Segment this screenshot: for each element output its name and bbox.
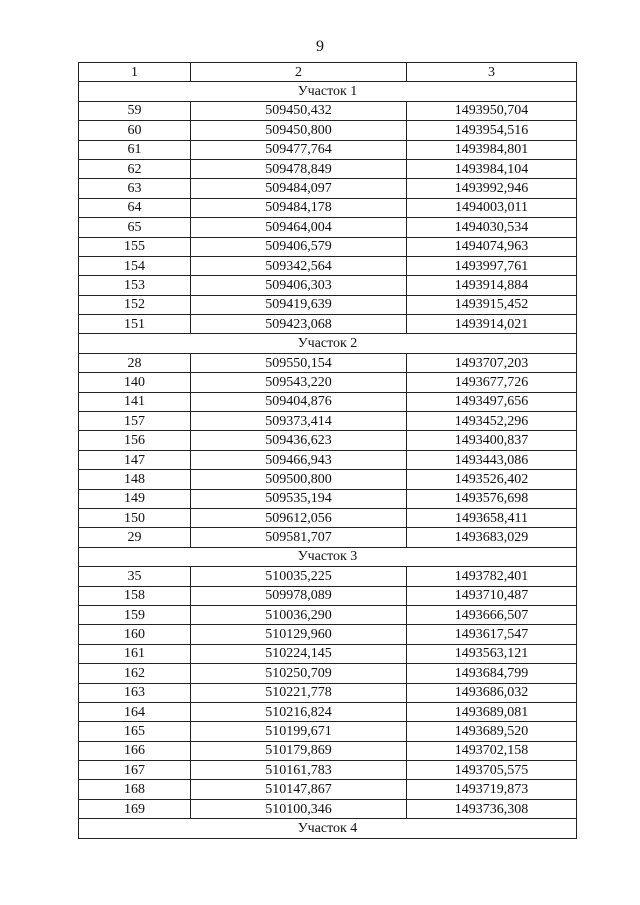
y-coordinate-cell: 1493914,884 (407, 276, 577, 295)
table-row (79, 625, 577, 644)
y-coordinate-cell: 1493617,547 (407, 625, 577, 644)
section-title-row (79, 819, 577, 838)
x-coordinate-cell: 509581,707 (191, 528, 407, 547)
y-coordinate-cell: 1493576,698 (407, 489, 577, 508)
x-coordinate-cell: 509500,800 (191, 470, 407, 489)
y-coordinate-cell: 1493707,203 (407, 353, 577, 372)
table-row (79, 315, 577, 334)
point-number-cell: 140 (79, 373, 191, 392)
table-row (79, 353, 577, 372)
y-coordinate-cell: 1493997,761 (407, 256, 577, 275)
point-number-cell: 65 (79, 218, 191, 237)
section-title: Участок 2 (79, 334, 577, 353)
x-coordinate-cell: 509612,056 (191, 508, 407, 527)
section-title-row (79, 334, 577, 353)
point-number-cell: 160 (79, 625, 191, 644)
point-number-cell: 166 (79, 741, 191, 760)
point-number-cell: 59 (79, 101, 191, 120)
x-coordinate-cell: 510147,867 (191, 780, 407, 799)
x-coordinate-cell: 509373,414 (191, 412, 407, 431)
point-number-cell: 28 (79, 353, 191, 372)
y-coordinate-cell: 1493782,401 (407, 567, 577, 586)
table-row (79, 392, 577, 411)
x-coordinate-cell: 509464,004 (191, 218, 407, 237)
table-row (79, 664, 577, 683)
y-coordinate-cell: 1493984,801 (407, 140, 577, 159)
point-number-cell: 154 (79, 256, 191, 275)
table-row (79, 198, 577, 217)
table-row (79, 179, 577, 198)
y-coordinate-cell: 1493400,837 (407, 431, 577, 450)
table-row (79, 605, 577, 624)
y-coordinate-cell: 1493526,402 (407, 470, 577, 489)
y-coordinate-cell: 1493497,656 (407, 392, 577, 411)
x-coordinate-cell: 509535,194 (191, 489, 407, 508)
x-coordinate-cell: 510100,346 (191, 799, 407, 818)
table-row (79, 741, 577, 760)
x-coordinate-cell: 509342,564 (191, 256, 407, 275)
x-coordinate-cell: 509484,097 (191, 179, 407, 198)
x-coordinate-cell: 509450,800 (191, 121, 407, 140)
table-row (79, 508, 577, 527)
table-row (79, 373, 577, 392)
x-coordinate-cell: 509484,178 (191, 198, 407, 217)
x-coordinate-cell: 509550,154 (191, 353, 407, 372)
table-row (79, 489, 577, 508)
point-number-cell: 141 (79, 392, 191, 411)
point-number-cell: 29 (79, 528, 191, 547)
x-coordinate-cell: 510216,824 (191, 702, 407, 721)
column-header-2: 2 (191, 63, 407, 82)
table-row (79, 431, 577, 450)
y-coordinate-cell: 1493666,507 (407, 605, 577, 624)
point-number-cell: 168 (79, 780, 191, 799)
table-row (79, 799, 577, 818)
x-coordinate-cell: 510129,960 (191, 625, 407, 644)
y-coordinate-cell: 1493992,946 (407, 179, 577, 198)
coordinates-table (78, 62, 577, 839)
table-row (79, 470, 577, 489)
table-row (79, 567, 577, 586)
table-row (79, 101, 577, 120)
point-number-cell: 35 (79, 567, 191, 586)
y-coordinate-cell: 1493736,308 (407, 799, 577, 818)
point-number-cell: 158 (79, 586, 191, 605)
section-title: Участок 1 (79, 82, 577, 101)
y-coordinate-cell: 1494030,534 (407, 218, 577, 237)
header-row (79, 63, 577, 82)
point-number-cell: 164 (79, 702, 191, 721)
y-coordinate-cell: 1493677,726 (407, 373, 577, 392)
point-number-cell: 149 (79, 489, 191, 508)
point-number-cell: 159 (79, 605, 191, 624)
table-row (79, 295, 577, 314)
y-coordinate-cell: 1493705,575 (407, 761, 577, 780)
y-coordinate-cell: 1493914,021 (407, 315, 577, 334)
x-coordinate-cell: 509419,639 (191, 295, 407, 314)
point-number-cell: 165 (79, 722, 191, 741)
table-row (79, 256, 577, 275)
column-header-3: 3 (407, 63, 577, 82)
x-coordinate-cell: 510250,709 (191, 664, 407, 683)
x-coordinate-cell: 510035,225 (191, 567, 407, 586)
table-row (79, 683, 577, 702)
point-number-cell: 156 (79, 431, 191, 450)
y-coordinate-cell: 1493719,873 (407, 780, 577, 799)
x-coordinate-cell: 510224,145 (191, 644, 407, 663)
point-number-cell: 152 (79, 295, 191, 314)
x-coordinate-cell: 510036,290 (191, 605, 407, 624)
point-number-cell: 64 (79, 198, 191, 217)
y-coordinate-cell: 1493452,296 (407, 412, 577, 431)
y-coordinate-cell: 1493686,032 (407, 683, 577, 702)
y-coordinate-cell: 1493950,704 (407, 101, 577, 120)
y-coordinate-cell: 1493915,452 (407, 295, 577, 314)
x-coordinate-cell: 509423,068 (191, 315, 407, 334)
column-header-1: 1 (79, 63, 191, 82)
point-number-cell: 62 (79, 159, 191, 178)
x-coordinate-cell: 509543,220 (191, 373, 407, 392)
x-coordinate-cell: 509404,876 (191, 392, 407, 411)
x-coordinate-cell: 509450,432 (191, 101, 407, 120)
x-coordinate-cell: 509466,943 (191, 450, 407, 469)
table-row (79, 644, 577, 663)
y-coordinate-cell: 1493563,121 (407, 644, 577, 663)
table-row (79, 586, 577, 605)
point-number-cell: 167 (79, 761, 191, 780)
point-number-cell: 148 (79, 470, 191, 489)
point-number-cell: 155 (79, 237, 191, 256)
point-number-cell: 169 (79, 799, 191, 818)
y-coordinate-cell: 1493954,516 (407, 121, 577, 140)
table-row (79, 276, 577, 295)
page-number: 9 (316, 38, 324, 55)
point-number-cell: 163 (79, 683, 191, 702)
table-row (79, 450, 577, 469)
table-row (79, 140, 577, 159)
y-coordinate-cell: 1493443,086 (407, 450, 577, 469)
x-coordinate-cell: 509406,303 (191, 276, 407, 295)
y-coordinate-cell: 1493689,081 (407, 702, 577, 721)
table-row (79, 528, 577, 547)
table-body (79, 82, 577, 838)
section-title-row (79, 82, 577, 101)
x-coordinate-cell: 510179,869 (191, 741, 407, 760)
point-number-cell: 150 (79, 508, 191, 527)
y-coordinate-cell: 1494003,011 (407, 198, 577, 217)
section-title: Участок 4 (79, 819, 577, 838)
x-coordinate-cell: 509477,764 (191, 140, 407, 159)
y-coordinate-cell: 1493702,158 (407, 741, 577, 760)
x-coordinate-cell: 509978,089 (191, 586, 407, 605)
table-row (79, 702, 577, 721)
table-row (79, 761, 577, 780)
point-number-cell: 60 (79, 121, 191, 140)
y-coordinate-cell: 1493710,487 (407, 586, 577, 605)
y-coordinate-cell: 1493683,029 (407, 528, 577, 547)
x-coordinate-cell: 509478,849 (191, 159, 407, 178)
y-coordinate-cell: 1493984,104 (407, 159, 577, 178)
table-row (79, 121, 577, 140)
point-number-cell: 161 (79, 644, 191, 663)
point-number-cell: 153 (79, 276, 191, 295)
table-row (79, 722, 577, 741)
point-number-cell: 151 (79, 315, 191, 334)
y-coordinate-cell: 1493684,799 (407, 664, 577, 683)
point-number-cell: 162 (79, 664, 191, 683)
point-number-cell: 147 (79, 450, 191, 469)
table-row (79, 159, 577, 178)
section-title-row (79, 547, 577, 566)
x-coordinate-cell: 510221,778 (191, 683, 407, 702)
table-row (79, 780, 577, 799)
point-number-cell: 157 (79, 412, 191, 431)
table-row (79, 412, 577, 431)
point-number-cell: 61 (79, 140, 191, 159)
x-coordinate-cell: 509406,579 (191, 237, 407, 256)
x-coordinate-cell: 510161,783 (191, 761, 407, 780)
table-row (79, 218, 577, 237)
y-coordinate-cell: 1493689,520 (407, 722, 577, 741)
x-coordinate-cell: 509436,623 (191, 431, 407, 450)
y-coordinate-cell: 1493658,411 (407, 508, 577, 527)
table-row (79, 237, 577, 256)
x-coordinate-cell: 510199,671 (191, 722, 407, 741)
point-number-cell: 63 (79, 179, 191, 198)
section-title: Участок 3 (79, 547, 577, 566)
y-coordinate-cell: 1494074,963 (407, 237, 577, 256)
